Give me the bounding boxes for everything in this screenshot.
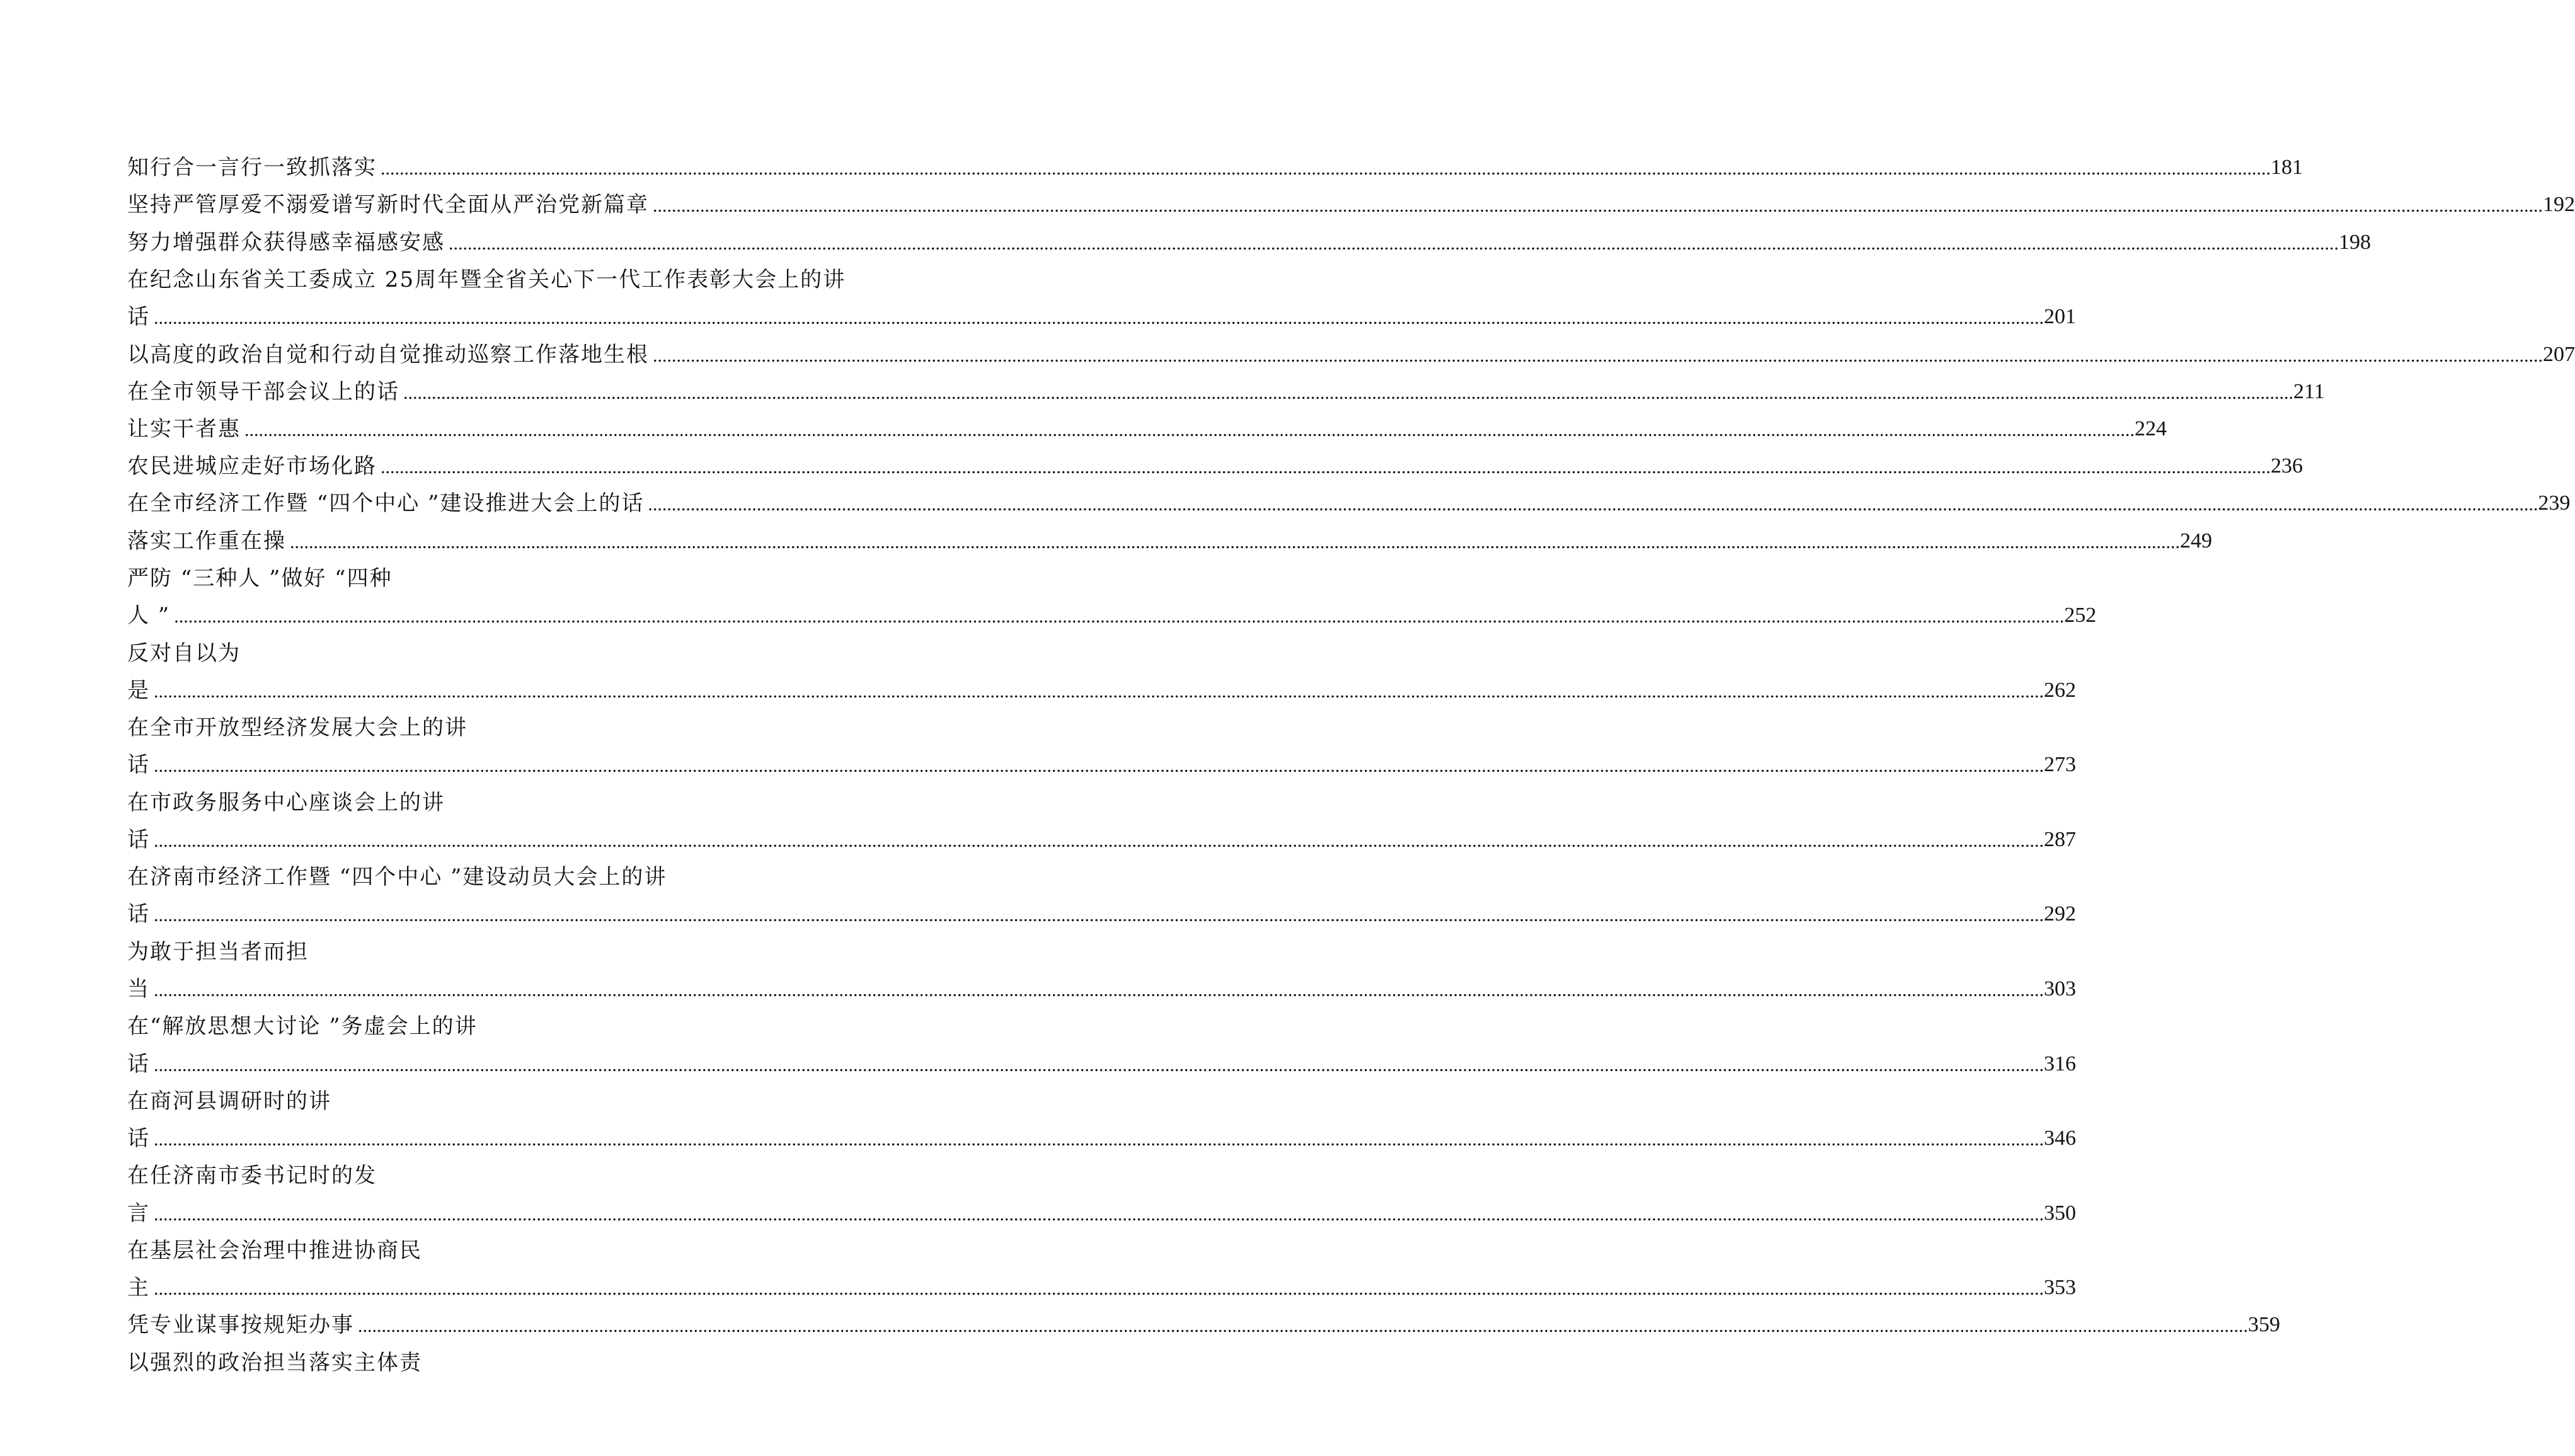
- toc-dot-leader: ................................................................................................................................................................................................................................................................................................................................................................................................................: [154, 1278, 2044, 1299]
- toc-dot-leader: ................................................................................................................................................................................................................................................................................................................................................................................................................: [449, 233, 2339, 254]
- toc-dot-leader: ................................................................................................................................................................................................................................................................................................................................................................................................................: [154, 681, 2044, 702]
- toc-entry-page: 292: [2044, 902, 2076, 926]
- toc-entry-title: 在全市经济工作暨 “四个中心 ”建设推进大会上的话: [127, 491, 645, 516]
- toc-entry-continuation[interactable]: [127, 896, 2076, 927]
- toc-dot-leader: ................................................................................................................................................................................................................................................................................................................................................................................................................: [154, 1129, 2044, 1150]
- toc-entry-title: 知行合一言行一致抓落实: [127, 155, 377, 180]
- toc-entry-continuation[interactable]: [127, 1195, 2076, 1227]
- toc-entry-continuation[interactable]: [127, 672, 2076, 704]
- toc-entry-page: 201: [2044, 305, 2076, 328]
- toc-entry-page: 350: [2044, 1201, 2076, 1225]
- toc-entry-continuation[interactable]: [127, 822, 2076, 853]
- toc-entry-title: 坚持严管厚爱不溺爱谱写新时代全面从严治党新篇章: [127, 192, 649, 217]
- toc-entry-title: 在“解放思想大讨论 ”务虚会上的讲: [127, 1014, 478, 1039]
- toc-entry-page: 303: [2044, 977, 2076, 1000]
- toc-entry-continuation[interactable]: [127, 1046, 2076, 1077]
- toc-entry-title-line[interactable]: [127, 784, 694, 816]
- toc-entry[interactable]: [127, 149, 2303, 181]
- toc-entry-title: 反对自以为: [127, 641, 241, 666]
- toc-entry-title: 在基层社会治理中推进协商民: [127, 1238, 422, 1263]
- toc-entry-page: 262: [2044, 679, 2076, 702]
- toc-dot-leader: ................................................................................................................................................................................................................................................................................................................................................................................................................: [653, 195, 2543, 216]
- toc-entry-title-cont: 话: [127, 1052, 150, 1077]
- toc-dot-leader: ................................................................................................................................................................................................................................................................................................................................................................................................................: [174, 606, 2065, 627]
- toc-entry-title-cont: 当: [127, 977, 150, 1002]
- toc-entry-title: 在市政务服务中心座谈会上的讲: [127, 790, 445, 815]
- toc-entry-page: 359: [2248, 1313, 2280, 1336]
- toc-entry-title: 在全市开放型经济发展大会上的讲: [127, 715, 467, 740]
- toc-entry-title-cont: 话: [127, 752, 150, 777]
- toc-dot-leader: ................................................................................................................................................................................................................................................................................................................................................................................................................: [653, 345, 2543, 366]
- toc-entry-title: 在济南市经济工作暨 “四个中心 ”建设动员大会上的讲: [127, 864, 667, 890]
- toc-dot-leader: ................................................................................................................................................................................................................................................................................................................................................................................................................: [381, 158, 2271, 179]
- toc-entry-title: 努力增强群众获得感幸福感安感: [127, 230, 445, 255]
- toc-entry-title-line[interactable]: [127, 934, 694, 965]
- toc-entry-title-cont: 话: [127, 1126, 150, 1151]
- toc-entry-page: 192: [2543, 193, 2575, 216]
- toc-entry[interactable]: [127, 485, 2571, 517]
- toc-entry-title-line[interactable]: [127, 635, 694, 667]
- toc-dot-leader: ................................................................................................................................................................................................................................................................................................................................................................................................................: [154, 307, 2044, 328]
- toc-entry-continuation[interactable]: [127, 1120, 2076, 1152]
- toc-entry-page: 252: [2064, 604, 2097, 627]
- toc-entry-page: 316: [2044, 1052, 2076, 1075]
- toc-dot-leader: ................................................................................................................................................................................................................................................................................................................................................................................................................: [648, 494, 2538, 515]
- toc-entry-title-line[interactable]: [127, 709, 694, 741]
- toc-entry-continuation[interactable]: [127, 299, 2076, 330]
- toc-dot-leader: ................................................................................................................................................................................................................................................................................................................................................................................................................: [381, 457, 2271, 478]
- toc-entry-page: 198: [2339, 231, 2371, 254]
- toc-entry-title-line[interactable]: [127, 261, 890, 293]
- toc-entry-continuation[interactable]: [127, 597, 2097, 629]
- toc-entry-title-line[interactable]: [127, 1083, 694, 1115]
- toc-entry-page: 181: [2271, 156, 2303, 179]
- toc-entry-title-cont: 人 ”: [127, 603, 171, 628]
- toc-dot-leader: ................................................................................................................................................................................................................................................................................................................................................................................................................: [358, 1316, 2248, 1336]
- toc-dot-leader: ................................................................................................................................................................................................................................................................................................................................................................................................................: [154, 755, 2044, 776]
- toc-entry-page: 207: [2543, 343, 2575, 366]
- toc-entry[interactable]: [127, 224, 2371, 256]
- toc-entry-title: 为敢于担当者而担: [127, 939, 309, 965]
- toc-entry-title-line[interactable]: [127, 1008, 694, 1040]
- toc-entry-title-cont: 话: [127, 827, 150, 852]
- toc-entry-page: 273: [2044, 753, 2076, 776]
- toc-entry[interactable]: [127, 411, 2167, 442]
- toc-entry-page: 353: [2044, 1276, 2076, 1299]
- toc-dot-leader: ................................................................................................................................................................................................................................................................................................................................................................................................................: [154, 830, 2044, 851]
- toc-entry-title: 严防 “三种人 ”做好 “四种: [127, 566, 393, 591]
- toc-entry-title: 落实工作重在操: [127, 529, 286, 554]
- toc-dot-leader: ................................................................................................................................................................................................................................................................................................................................................................................................................: [154, 980, 2044, 1000]
- toc-entry-continuation[interactable]: [127, 971, 2076, 1002]
- toc-entry-title-line[interactable]: [127, 1157, 694, 1189]
- toc-dot-leader: ................................................................................................................................................................................................................................................................................................................................................................................................................: [154, 1055, 2044, 1075]
- toc-entry[interactable]: [127, 448, 2303, 479]
- toc-entry-title: 在全市领导干部会议上的话: [127, 379, 399, 404]
- toc-entry-title: 让实干者惠: [127, 416, 241, 442]
- toc-entry[interactable]: [127, 1307, 2280, 1338]
- toc-entry-title-line[interactable]: [127, 1344, 694, 1376]
- toc-entry-page: 236: [2271, 454, 2303, 478]
- toc-entry-title: 农民进城应走好市场化路: [127, 454, 377, 479]
- toc-entry-title: 在纪念山东省关工委成立 25周年暨全省关心下一代工作表彰大会上的讲: [127, 267, 846, 292]
- toc-dot-leader: ................................................................................................................................................................................................................................................................................................................................................................................................................: [154, 1204, 2044, 1225]
- toc-entry-title: 在任济南市委书记时的发: [127, 1163, 377, 1188]
- toc-entry-title: 凭专业谋事按规矩办事: [127, 1312, 354, 1338]
- toc-entry-title-line[interactable]: [127, 560, 694, 592]
- toc-entry-page: 346: [2044, 1126, 2076, 1150]
- toc-entry[interactable]: [127, 336, 2575, 368]
- toc-entry-page: 239: [2538, 491, 2571, 515]
- toc-entry-title-cont: 是: [127, 678, 150, 703]
- toc-entry-title-cont: 话: [127, 304, 150, 330]
- toc-entry-page: 249: [2180, 529, 2212, 553]
- toc-entry[interactable]: [127, 523, 2212, 554]
- toc-entry[interactable]: [127, 186, 2575, 218]
- toc-entry-continuation[interactable]: [127, 747, 2076, 778]
- toc-entry-title-line[interactable]: [127, 1232, 694, 1264]
- toc-entry-title-line[interactable]: [127, 859, 757, 890]
- toc-dot-leader: ................................................................................................................................................................................................................................................................................................................................................................................................................: [244, 420, 2135, 440]
- toc-entry-title: 在商河县调研时的讲: [127, 1089, 331, 1114]
- toc-entry-page: 287: [2044, 828, 2076, 851]
- toc-entry-page: 211: [2293, 380, 2325, 403]
- toc-entry-page: 224: [2135, 417, 2167, 440]
- toc-entry-title-cont: 言: [127, 1201, 150, 1226]
- toc-entry-title-cont: 主: [127, 1275, 150, 1300]
- toc-entry-title: 以强烈的政治担当落实主体责: [127, 1350, 422, 1375]
- toc-dot-leader: ................................................................................................................................................................................................................................................................................................................................................................................................................: [290, 532, 2180, 553]
- toc-entry[interactable]: [127, 374, 2325, 405]
- toc-dot-leader: ................................................................................................................................................................................................................................................................................................................................................................................................................: [154, 905, 2044, 926]
- toc-entry-continuation[interactable]: [127, 1270, 2076, 1301]
- toc-entry-title-cont: 话: [127, 902, 150, 927]
- toc-dot-leader: ................................................................................................................................................................................................................................................................................................................................................................................................................: [403, 382, 2293, 403]
- toc-entry-title: 以高度的政治自觉和行动自觉推动巡察工作落地生根: [127, 342, 649, 367]
